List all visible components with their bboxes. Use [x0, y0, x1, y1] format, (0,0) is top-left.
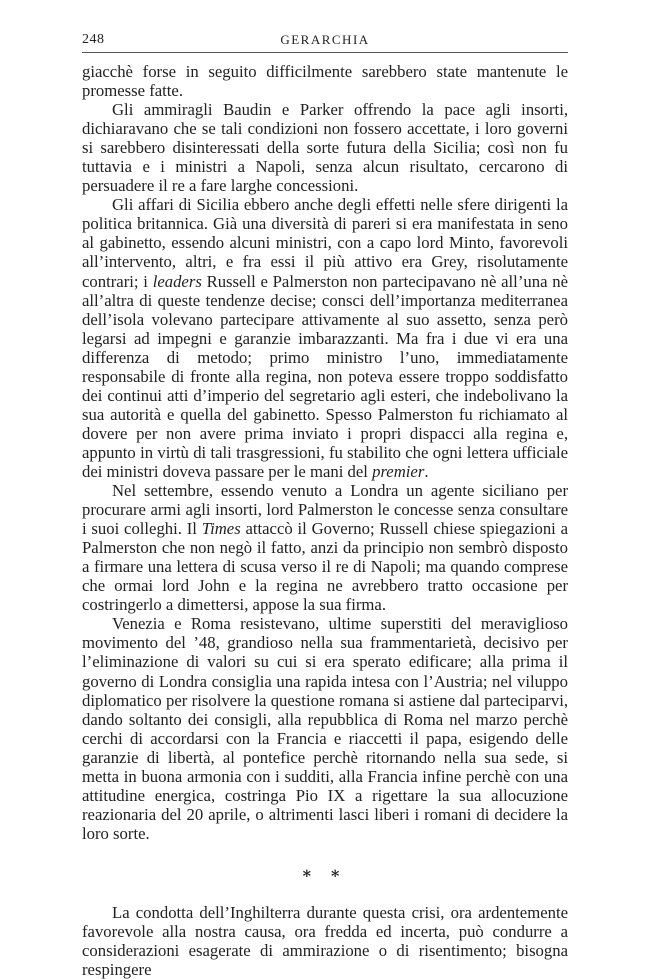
text-run: Nel settembre, essendo venuto a Londra un agente siciliano per procurare armi agli insorti, lord Palmerston le concesse senza consultare i suoi colleghi. Il	[82, 481, 568, 539]
italic-term: leaders	[152, 271, 202, 291]
paragraph-continuation: giacchè forse in seguito difficilmente sarebbero state mantenute le promesse fatte.	[82, 62, 568, 101]
paragraph: Gli ammiragli Baudin e Parker offrendo la pace agli insorti, dichiaravano che se tali condizioni non fossero accettate, i loro governi si sarebbero disinteressati della sorte futura della Sicilia; così non fu tuttavia e i ministri a Napoli, senza alcun risultato, cercarono di persuadere il re a fare larghe concessioni.	[82, 100, 568, 196]
paragraph	[82, 481, 568, 614]
body-text	[82, 62, 568, 979]
running-header	[82, 32, 568, 53]
paragraph: Venezia e Roma resistevano, ultime superstiti del meraviglioso movimento del ’48, grandioso nella sua frammentarietà, decisivo per l’eliminazione di valori su cui si era sperato edificare; alla prima il governo di Londra consiglia una rapida intesa con l’Austria; nel viluppo diplomatico per risolvere la questione romana si astiene dal parteciparvi, dando soltanto dei consigli, alla repubblica di Roma nel marzo perchè cerchi di accordarsi con la Francia e riaccetti il papa, esigendo delle garanzie di libertà, al pontefice perchè ritornando nella sua sede, si metta in buona armonia con i sudditi, alla Francia infine perchè con una attitudine energica, costringa Pio IX a rigettare la sua allocuzione reazionaria del 20 aprile, o altrimenti lasci liberi i romani di decidere la loro sorte.	[82, 614, 568, 843]
text-run: .	[424, 461, 429, 481]
section-separator: ⁎ ⁎	[302, 863, 348, 881]
text-run: attaccò il Governo; Russell chiese spiegazioni a Palmerston che non negò il fatto, anzi da principio non sembrò disposto a firmare una lettera di scusa verso il re di Napoli; ma quando comprese che ormai lord John e la regina ne avrebbero tratto occasione per costringerlo a dimettersi, appose la sua firma.	[82, 519, 568, 615]
paragraph: La condotta dell’Inghilterra durante questa crisi, ora ardentemente favorevole alla nostra causa, ora fredda ed incerta, può condurre a considerazioni esagerate di ammirazione o di risentimento; bisogna respingere	[82, 902, 568, 979]
page-number: 248	[82, 32, 105, 47]
text-run: Gli affari di Sicilia ebbero anche degli effetti nelle sfere dirigenti la politica britannica. Già una diversità di pareri si era manifestata in seno al gabinetto, essendo alcuni ministri, con a capo lord Minto, favorevoli all’intervento, altri, e fra essi il più attivo era Grey, risolutamente contrari; i	[82, 195, 568, 291]
text-run: Russell e Palmerston non partecipavano nè all’una nè all’altra di queste tendenze decise; consci dell’importanza mediterranea dell’isola volevano partecipare attivamente al suo assetto, senza però legarsi ad impegni e garanzie imbarazzanti. Ma fra i due vi era una differenza di metodo; primo ministro l’uno, immediatamente responsabile di fronte alla regina, non poteva essere troppo soddisfatto dei continui atti d’imperio del segretario agli esteri, che indebolivano la sua autorità e quella del gabinetto. Spesso Palmerston fu richiamato al dovere per non avere prima inviato i propri dispacci alla regina e, appunto in virtù di tali trasgressioni, fu stabilito che ogni lettera ufficiale dei ministri doveva passare per le mani del	[82, 271, 568, 481]
italic-term: premier	[372, 461, 425, 481]
italic-term: Times	[201, 519, 241, 539]
paragraph	[82, 195, 568, 481]
journal-title: GERARCHIA	[280, 32, 370, 47]
